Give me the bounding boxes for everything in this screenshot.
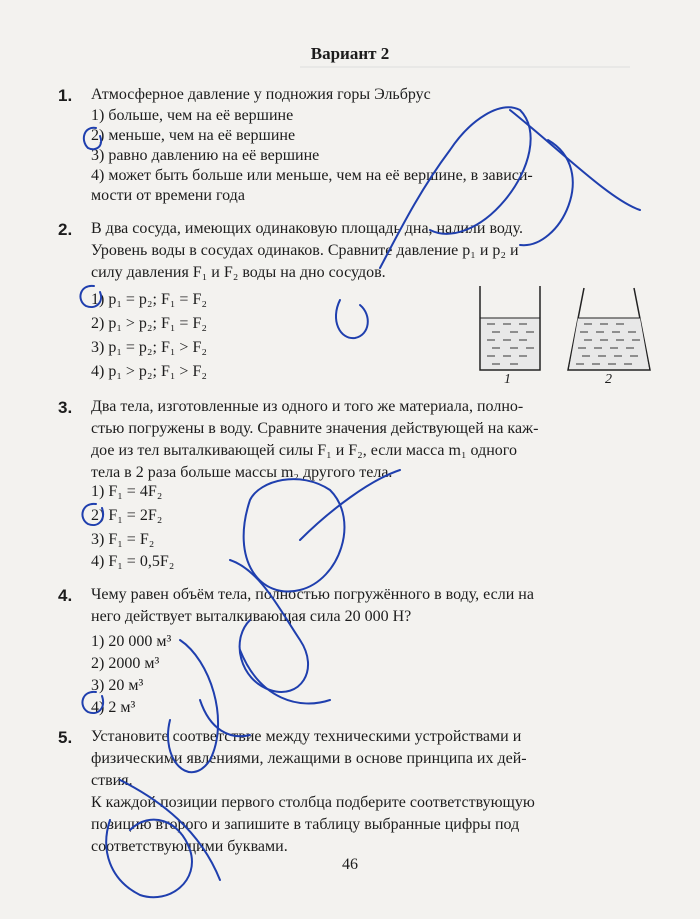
answer-option: 4) может быть больше или меньше, чем на её вершине, в зависи- bbox=[91, 167, 533, 184]
question-text-line: Чему равен объём тела, полностью погружённого в воду, если на bbox=[91, 586, 534, 603]
question-text-line: физическими явлениями, лежащими в основе принципа их дей- bbox=[91, 750, 527, 767]
answer-option: 4) F₁ = 0,5F₂ bbox=[91, 553, 175, 570]
question-text-line: стью погружены в воду. Сравните значения действующей на каж- bbox=[91, 420, 539, 437]
ink-scrawl bbox=[240, 650, 330, 703]
vessel-label: 2 bbox=[605, 372, 612, 387]
ink-scrawl bbox=[300, 470, 400, 540]
answer-circle-q4 bbox=[82, 692, 103, 713]
answer-option: 3) F₁ = F₂ bbox=[91, 531, 155, 548]
answer-option: 3) равно давлению на её вершине bbox=[91, 147, 320, 164]
answer-option: 3) 20 м³ bbox=[91, 677, 144, 694]
answer-option: 1) больше, чем на её вершине bbox=[91, 107, 294, 124]
question-text-line: ствия. bbox=[91, 772, 133, 789]
question-text-line: дое из тел выталкивающей силы F₁ и F₂, если масса m₁ одного bbox=[91, 442, 517, 459]
vessel-label: 1 bbox=[504, 372, 511, 387]
question-number: 1. bbox=[58, 86, 73, 105]
answer-option-continued: мости от времени года bbox=[91, 187, 245, 204]
page-number: 46 bbox=[342, 856, 358, 873]
question-text-line: силу давления F₁ и F₂ воды на дно сосудов. bbox=[91, 264, 386, 281]
question-text-line: Уровень воды в сосудах одинаков. Сравните давление p₁ и p₂ и bbox=[91, 242, 519, 259]
question-text-line: позицию второго и запишите в таблицу выбранные цифры под bbox=[91, 816, 520, 833]
question-text-line: соответствующими буквами. bbox=[91, 838, 288, 855]
question-text-line: Два тела, изготовленные из одного и того же материала, полно- bbox=[91, 398, 524, 415]
ink-scrawl bbox=[380, 107, 531, 268]
question-text-line: В два сосуда, имеющих одинаковую площадь дна, налили воду. bbox=[91, 220, 523, 237]
question-text-line: Установите соответствие между техническими устройствами и bbox=[91, 728, 522, 745]
ink-scrawl bbox=[336, 300, 368, 338]
answer-option: 1) 20 000 м³ bbox=[91, 633, 172, 650]
question-text-line: тела в 2 раза больше массы m₂ другого тела. bbox=[91, 464, 393, 481]
answer-option: 4) 2 м³ bbox=[91, 699, 136, 716]
answer-option: 1) F₁ = 4F₂ bbox=[91, 483, 163, 500]
question-number: 5. bbox=[58, 728, 73, 747]
answer-circle-q2 bbox=[80, 286, 101, 307]
variant-title: Вариант 2 bbox=[310, 44, 390, 63]
answer-option: 3) p₁ = p₂; F₁ > F₂ bbox=[91, 339, 207, 356]
ink-scrawl bbox=[168, 640, 218, 772]
answer-option: 4) p₁ > p₂; F₁ > F₂ bbox=[91, 363, 207, 380]
answer-option: 2) меньше, чем на её вершине bbox=[91, 127, 296, 144]
ink-scrawl bbox=[200, 700, 250, 736]
ink-scrawl bbox=[230, 560, 308, 692]
ink-scrawl bbox=[244, 479, 345, 591]
answer-circle-q1 bbox=[84, 128, 101, 149]
ink-scrawl bbox=[510, 110, 640, 210]
question-number: 4. bbox=[58, 586, 73, 605]
answer-option: 2) F₁ = 2F₂ bbox=[91, 507, 163, 524]
answer-option: 2) 2000 м³ bbox=[91, 655, 160, 672]
answer-circle-q3 bbox=[82, 504, 103, 525]
question-number: 2. bbox=[58, 220, 73, 239]
question-number: 3. bbox=[58, 398, 73, 417]
answer-option: 2) p₁ > p₂; F₁ = F₂ bbox=[91, 315, 207, 332]
question-text-line: К каждой позиции первого столбца подберите соответствующую bbox=[91, 794, 535, 811]
ink-scrawl bbox=[106, 820, 192, 898]
question-text: Атмосферное давление у подножия горы Эльбрус bbox=[91, 86, 431, 103]
question-text-line: него действует выталкивающая сила 20 000 Н? bbox=[91, 608, 412, 625]
answer-option: 1) p₁ = p₂; F₁ = F₂ bbox=[91, 291, 207, 308]
ink-scrawl bbox=[120, 780, 220, 880]
